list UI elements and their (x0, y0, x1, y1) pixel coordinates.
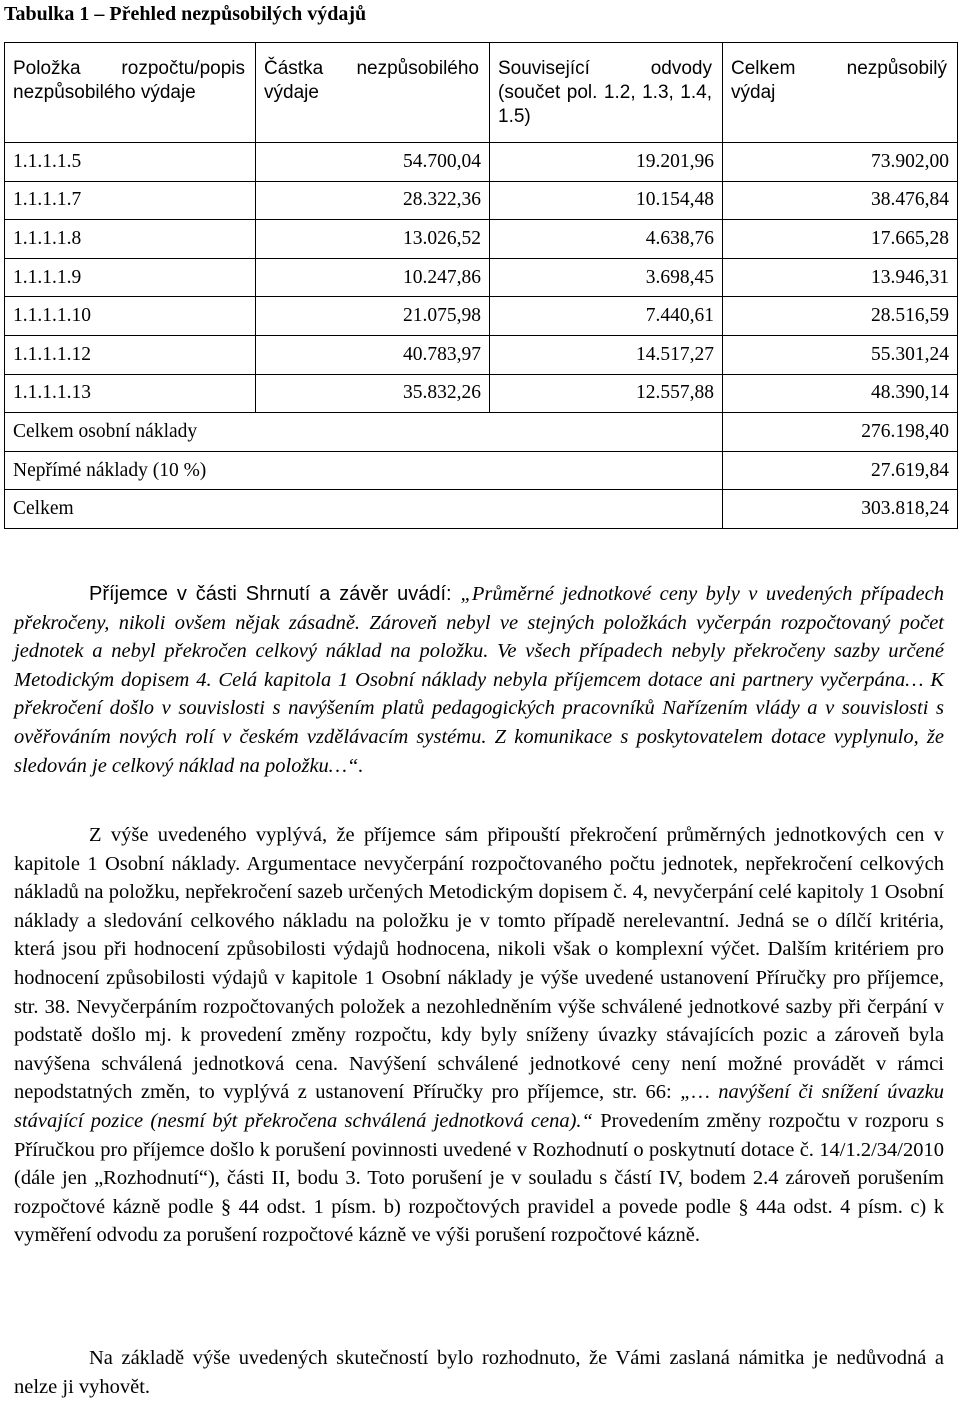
summary-label: Celkem osobní náklady (5, 413, 723, 452)
cell-item: 1.1.1.1.9 (5, 258, 256, 297)
table-row (5, 220, 958, 259)
cell-amount: 54.700,04 (256, 143, 490, 182)
cell-amount: 21.075,98 (256, 297, 490, 336)
cell-total: 38.476,84 (723, 181, 958, 220)
table-header-row (5, 43, 958, 143)
summary-row-personnel (5, 413, 958, 452)
summary-label: Nepřímé náklady (10 %) (5, 451, 723, 490)
cell-item: 1.1.1.1.8 (5, 220, 256, 259)
cell-total: 17.665,28 (723, 220, 958, 259)
summary-row-indirect (5, 451, 958, 490)
cell-item: 1.1.1.1.10 (5, 297, 256, 336)
table-caption: Tabulka 1 – Přehled nezpůsobilých výdajů (4, 3, 367, 25)
header-item: Položka rozpočtu/popis nezpůsobilého výdaje (5, 43, 256, 143)
summary-value: 303.818,24 (723, 490, 958, 529)
paragraph-assessment (14, 821, 944, 1250)
expense-table (4, 42, 958, 529)
cell-levies: 3.698,45 (490, 258, 723, 297)
summary-row-total (5, 490, 958, 529)
summary-value: 27.619,84 (723, 451, 958, 490)
table-row (5, 374, 958, 413)
cell-levies: 10.154,48 (490, 181, 723, 220)
cell-amount: 35.832,26 (256, 374, 490, 413)
table-row (5, 143, 958, 182)
cell-total: 48.390,14 (723, 374, 958, 413)
paragraph-intro: Příjemce v části Shrnutí a závěr uvádí: (89, 583, 461, 605)
cell-total: 55.301,24 (723, 335, 958, 374)
assessment-text-part1: Z výše uvedeného vyplývá, že příjemce sám připouští překročení průměrných jednotkových cen v kapitole 1 Osobní náklady. Argumentace nevyčerpání rozpočtovaného počtu jednotek, nepřekročení celkových nákladů na položku, nepřekročení sazeb určených Metodickým dopisem č. 4, nevyčerpání celé kapitoly 1 Osobní náklady a sledování celkového nákladu na položku je v tomto případě nerelevantní. Jedná se o dílčí kritéria, která jsou při hodnocení způsobilosti výdajů hodnocena, nikoli však o komplexní výčet. Dalším kritériem pro hodnocení způsobilosti výdajů v kapitole 1 Osobní náklady je výše uvedené ustanovení Příručky pro příjemce, str. 38. Nevyčerpáním rozpočtovaných položek a nezohledněním výše schválené jednotkové sazby při čerpání v podstatě došlo mj. k provedení změny rozpočtu, kdy byly sníženy úvazky stávajících pozic a zároveň byla navýšena schválená jednotková cena. Navýšení schválené jednotkové ceny není možné provádět v rámci nepodstatných změn, to vyplývá z ustanovení Příručky pro příjemce, str. 66: (14, 824, 944, 1104)
cell-item: 1.1.1.1.7 (5, 181, 256, 220)
summary-value: 276.198,40 (723, 413, 958, 452)
recipient-quote: „Průměrné jednotkové ceny byly v uvedených případech překročeny, nikoli ovšem nějak zásadně. Zároveň nebyl ve stejných položkách vyčerpán rozpočtovaný počet jednotek a nebyl překročen celkový náklad na položku. Ve všech případech nebyly překročeny sazby určené Metodickým dopisem 4. Celá kapitola 1 Osobní náklady nebyla příjemcem dotace ani partnery vyčerpána… K překročení došlo v souvislosti s navýšením platů pedagogických pracovníků Nařízením vlády a v souvislosti s ověřováním nových rolí v českém vzdělávacím systému. Z komunikace s poskytovatelem dotace vyplynulo, že sledován je celkový náklad na položku…“. (14, 583, 944, 777)
cell-item: 1.1.1.1.13 (5, 374, 256, 413)
cell-levies: 4.638,76 (490, 220, 723, 259)
paragraph-recipient-statement (14, 580, 944, 780)
header-amount: Částka nezpůsobilého výdaje (256, 43, 490, 143)
cell-levies: 14.517,27 (490, 335, 723, 374)
cell-amount: 40.783,97 (256, 335, 490, 374)
table-row (5, 258, 958, 297)
cell-amount: 13.026,52 (256, 220, 490, 259)
cell-amount: 28.322,36 (256, 181, 490, 220)
cell-total: 28.516,59 (723, 297, 958, 336)
cell-levies: 7.440,61 (490, 297, 723, 336)
header-levies: Související odvody (součet pol. 1.2, 1.3, 1.4, 1.5) (490, 43, 723, 143)
assessment-text-part2: Provedením změny rozpočtu v rozporu s Příručkou pro příjemce došlo k porušení povinnosti uvedené v Rozhodnutí o poskytnutí dotace č. 14/1.2/34/2010 (dále jen „Rozhodnutí“), části II, bodu 3. Toto porušení je v souladu s částí IV, bodem 2.4 zároveň porušením rozpočtové kázně podle § 44 odst. 1 písm. b) rozpočtových pravidel a povede podle § 44a odst. 4 písm. c) k vyměření odvodu za porušení rozpočtové kázně ve výši porušení rozpočtové kázně. (14, 1109, 944, 1247)
cell-levies: 19.201,96 (490, 143, 723, 182)
cell-total: 13.946,31 (723, 258, 958, 297)
handbook-quote: „… navýšení či snížení úvazku stávající pozice (nesmí být překročena schválená jednotková cena).“ (14, 1081, 945, 1132)
paragraph-decision (14, 1344, 944, 1401)
cell-levies: 12.557,88 (490, 374, 723, 413)
cell-item: 1.1.1.1.5 (5, 143, 256, 182)
summary-label: Celkem (5, 490, 723, 529)
table-row (5, 181, 958, 220)
decision-text: Na základě výše uvedených skutečností bylo rozhodnuto, že Vámi zaslaná námitka je nedůvodná a nelze ji vyhovět. (14, 1347, 944, 1398)
header-total: Celkem nezpůsobilý výdaj (723, 43, 958, 143)
cell-amount: 10.247,86 (256, 258, 490, 297)
table-row (5, 335, 958, 374)
cell-total: 73.902,00 (723, 143, 958, 182)
table-row (5, 297, 958, 336)
cell-item: 1.1.1.1.12 (5, 335, 256, 374)
